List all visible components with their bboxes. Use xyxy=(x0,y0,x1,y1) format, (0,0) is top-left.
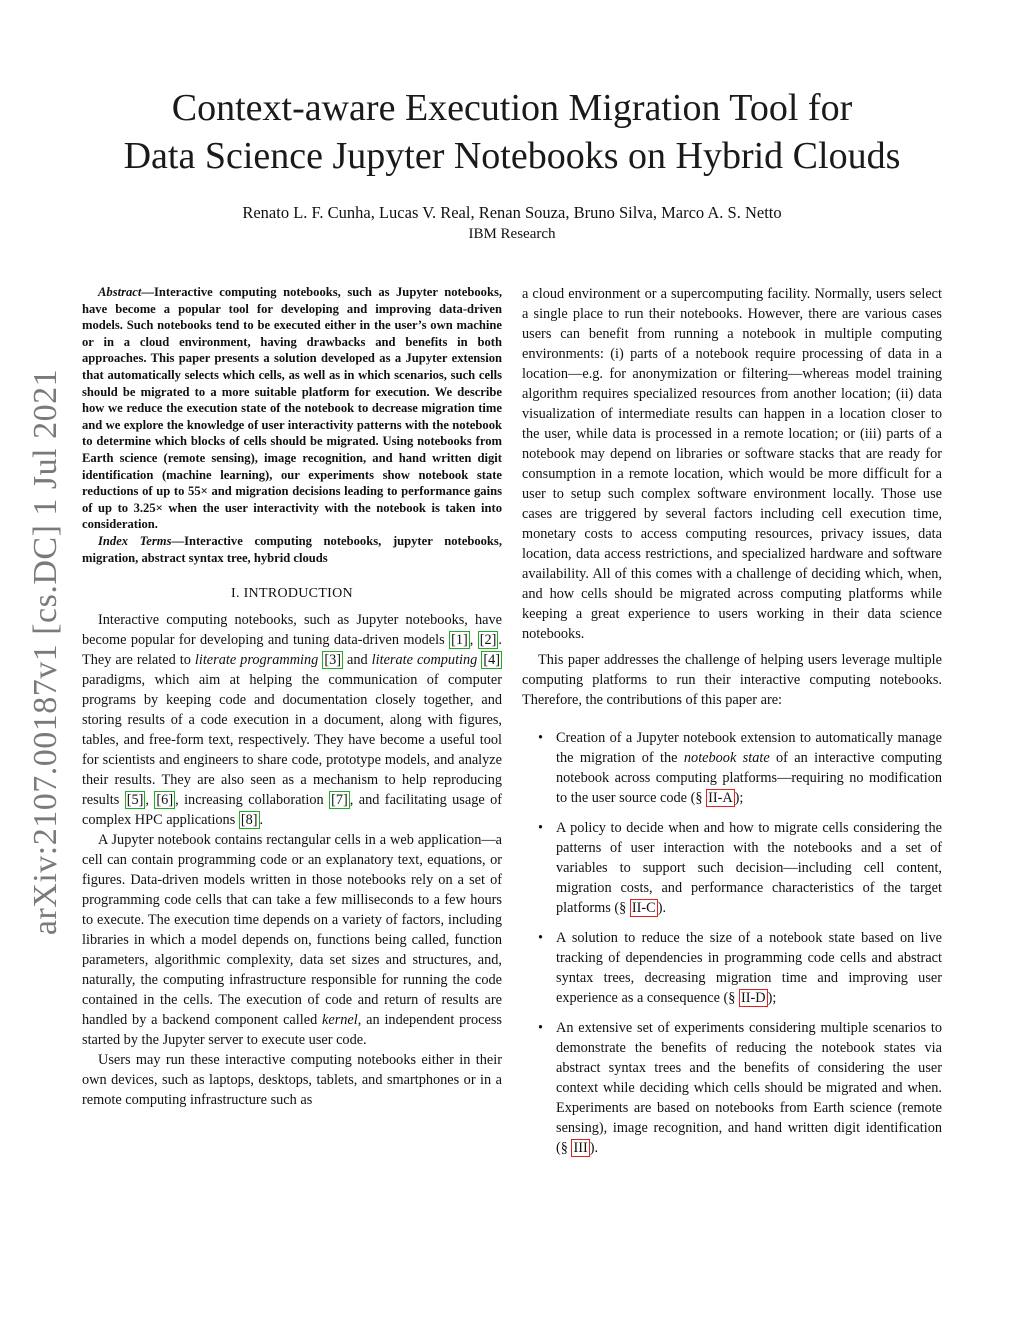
bullet-icon: • xyxy=(538,1020,544,1036)
author-list: Renato L. F. Cunha, Lucas V. Real, Renan Souza, Bruno Silva, Marco A. S. Netto xyxy=(242,203,782,222)
section-link[interactable]: II-C xyxy=(631,900,656,916)
bullet-icon: • xyxy=(538,730,544,746)
bullet-icon: • xyxy=(538,820,544,836)
title-line-2: Data Science Jupyter Notebooks on Hybrid Clouds xyxy=(123,135,901,177)
citation-link[interactable]: [2] xyxy=(479,632,497,649)
list-item: • A policy to decide when and how to migrate cells considering the patterns of user interaction with the notebooks and a set of variables to support such decision—including cell content, migration costs, and performance characteristics of the target platforms (§ II-C ). xyxy=(538,820,942,916)
title-line-1: Context-aware Execution Migration Tool for xyxy=(171,87,853,129)
section-link[interactable]: III xyxy=(573,1140,588,1156)
abstract-text: —Interactive computing notebooks, such as Jupyter notebooks, have become a popular tool for developing and improving data-driven models. Such notebooks tend to be executed either in the user’s own machine or in a cloud environment, having drawbacks and benefits in both approaches. This paper presents a solution developed as a Jupyter extension that automatically selects which cells, as well as in which scenarios, such cells should be migrated to a more suitable platform for execution. We describe how we reduce the execution state of the notebook to decrease migration time and we explore the knowledge of user interactivity patterns with the notebook to determine which blocks of cells should be migrated. Using notebooks from Earth science (remote sensing), image recognition, and hand written digit identification (machine learning), our experiments show notebook state reductions of up to 55× and migration decisions leading to performance gains of up to 3.25× when the user interactivity with the notebook is taken into consideration. xyxy=(82,285,502,532)
citation-link[interactable]: [1] xyxy=(451,632,468,649)
intro-paragraph-3-continued: a cloud environment or a supercomputing facility. Normally, users select a single place to run their notebooks. However, there are various cases users can benefit from running a notebook in multiple computing environments: (i) parts of a notebook require processing of data in a location—e.g. for anonymization or filtering—whereas model training algorithm requires specialized resources from another location; (ii) data visualization of intermediate results can happen in a location closer to the user, while data is processed in a remote location; or (iii) parts of a notebook may depend on libraries or software stacks that are ready for consumption in a remote location, which would be more difficult for a user to setup such complex software environment locally. Those use cases are triggered by several factors including cell execution time, monetary costs to access computing resources, privacy issues, data location, data access restrictions, and specialized hardware and software availability. All of this comes with a challenge of deciding which, when, and how cells should be migrated across computing platforms while keeping a great experience to users working in their data science notebooks. xyxy=(522,286,942,642)
list-item: • A solution to reduce the size of a notebook state based on live tracking of dependencies in programming code cells and abstract syntax trees, decreasing migration time and improving user experience as a consequence (§ II-D ); xyxy=(538,930,942,1006)
affiliation: IBM Research xyxy=(468,226,556,242)
list-item: • Creation of a Jupyter notebook extension to automatically manage the migration of the notebook state of an interactive computing notebook across computing platforms—requiring no modification to the user source code (§ II-A ); xyxy=(538,730,943,806)
contribution-list xyxy=(522,728,942,1158)
bullet-icon: • xyxy=(538,930,544,946)
abstract-label: Abstract xyxy=(98,285,142,299)
section-link[interactable]: II-A xyxy=(708,790,733,806)
index-terms-label: Index Terms xyxy=(98,533,172,548)
citation-link[interactable]: [3] xyxy=(324,652,341,669)
list-item: • An extensive set of experiments considering multiple scenarios to demonstrate the benefits of reducing the notebook states via abstract syntax trees and the benefits of considering the user context while deciding which cells should be migrated and when. Experiments are based on notebooks from Earth science (remote sensing), image recognition, and hand written digit identification (§ III ). xyxy=(538,1020,942,1156)
section-heading-introduction: I. INTRODUCTION xyxy=(231,586,353,602)
intro-paragraph-1: Interactive computing notebooks, such as Jupyter notebooks, have become popular for developing and tuning data-driven models [1] , [2] . They are related to literate programming [3] and literate computing [4] paradigms, which aim at helping the communication of computer programs by keeping code and documentation closely together, and storing results of a code execution in a document, along with figures, tables, and free-form text, respectively. They have become a useful tool for scientists and engineers to share code, prototype models, and analyze their results. They are also seen as a mechanism to help reproducing results [5] , [6] , increasing collaboration [7] , and facilitating usage of complex HPC applications [8] . xyxy=(82,612,503,829)
intro-paragraph-2: A Jupyter notebook contains rectangular cells in a web application—a cell can contain programming code or an explanatory text, equations, or figures. Data-driven models written in those notebooks rely on a set of programming code cells that can take a few milliseconds to a few hours to execute. The execution time depends on a variety of factors, including libraries in which a model depends on, functions being called, function parameters, algorithmic complexity, data set sizes and structures, and, naturally, the computing infrastructure responsible for running the code contained in the cells. The execution of code and return of results are handled by a backend component called kernel, an independent process started by the Jupyter server to execute user code. xyxy=(82,832,502,1049)
paper-title xyxy=(40,84,984,180)
citation-link[interactable]: [5] xyxy=(126,792,144,809)
citation-link[interactable]: [8] xyxy=(240,812,258,829)
citation-link[interactable]: [6] xyxy=(156,792,174,809)
section-link[interactable]: II-D xyxy=(740,990,766,1006)
arxiv-id: arXiv:2107.00187v1 [cs.DC] 1 Jul 2021 xyxy=(27,368,64,936)
index-terms-text: —Interactive computing notebooks, jupyter notebooks, migration, abstract syntax tree, hybrid clouds xyxy=(82,533,502,565)
citation-link[interactable]: [4] xyxy=(483,652,501,669)
index-terms xyxy=(82,533,502,566)
abstract xyxy=(82,284,502,533)
citation-link[interactable]: [7] xyxy=(331,792,348,809)
intro-paragraph-4: This paper addresses the challenge of helping users leverage multiple computing platforms to run their interactive computing notebooks. Therefore, the contributions of this paper are: xyxy=(522,652,942,708)
left-column xyxy=(82,284,502,1110)
intro-paragraph-3: Users may run these interactive computing notebooks either in their own devices, such as laptops, desktops, tablets, and smartphones or in a remote computing infrastructure such as xyxy=(82,1052,502,1109)
right-column xyxy=(522,284,942,1168)
